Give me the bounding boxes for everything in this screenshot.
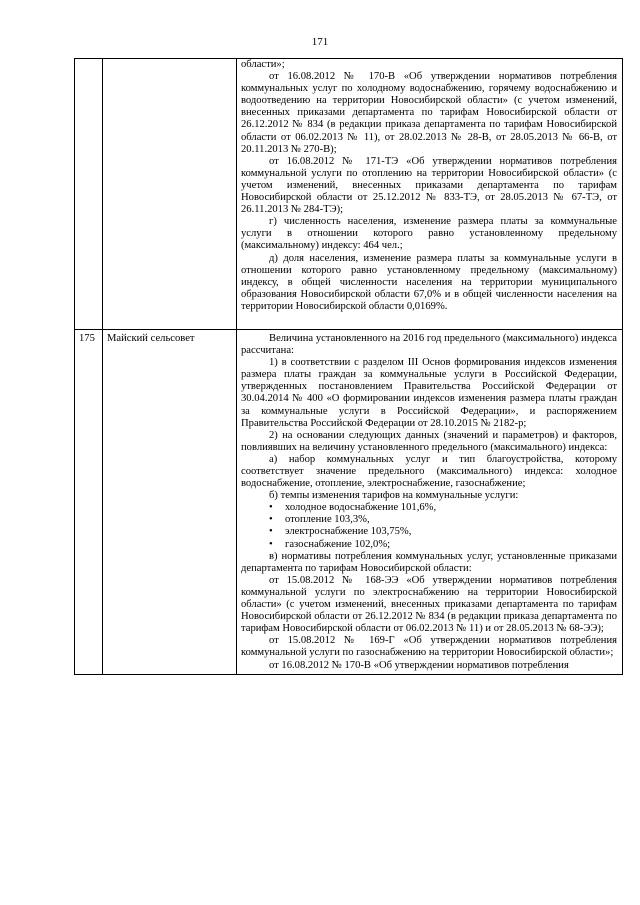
bullet-text: газоснабжение 102,0%; xyxy=(285,538,391,550)
justification-text-cell xyxy=(237,59,623,330)
paragraph: от 16.08.2012 № 171-ТЭ «Об утверждении нормативов потребления коммунальной услуги по отоплению на территории Новосибирской области» (с учетом изменений, внесенных приказами департамента по тарифам Новосибирской области от 25.12.2012 № 833-ТЭ, от 28.05.2013 № 67-ТЭ, от 26.11.2013 № 284-ТЭ); xyxy=(241,155,617,216)
bullet-text: отопление 103,3%, xyxy=(285,514,370,526)
justification-text-cell xyxy=(237,329,623,674)
paragraph: в) нормативы потребления коммунальных услуг, установленные приказами департамента по тарифам Новосибирской области: xyxy=(241,550,617,574)
bullet-icon: • xyxy=(269,538,273,550)
paragraph: г) численность населения, изменение размера платы за коммунальные услуги в отношении которого равно установленному предельному (максимальному) индексу: 464 чел.; xyxy=(241,216,617,252)
row-number xyxy=(75,59,102,62)
document-table xyxy=(74,58,623,675)
table-row xyxy=(75,329,623,674)
paragraph: от 16.08.2012 № 170-В «Об утверждении нормативов потребления xyxy=(269,659,569,671)
bullet-item xyxy=(241,514,617,526)
municipality-name-cell xyxy=(103,59,237,330)
bullet-icon: • xyxy=(269,526,273,538)
paragraph: д) доля населения, изменение размера платы за коммунальные услуги в отношении которого равно установленному предельному (максимальному) индексу, в общей численности населения на территории муниципального образования Новосибирской области 67,0% и в общей численности населения на территории Новосибирской области 0,0169%. xyxy=(241,252,617,312)
row-number-cell xyxy=(75,329,103,674)
paragraph: а) набор коммунальных услуг и тип благоустройства, которому соответствует значение предельного (максимального) индекса: холодное водоснабжение, отопление, электроснабжение, газоснабжение; xyxy=(241,453,617,490)
bullet-item xyxy=(241,526,617,538)
municipality-name xyxy=(103,59,236,62)
municipality-name: Майский сельсовет xyxy=(107,332,195,344)
bullet-item xyxy=(241,502,617,514)
table-row xyxy=(75,59,623,330)
bullet-icon: • xyxy=(269,502,273,514)
bullet-text: холодное водоснабжение 101,6%, xyxy=(285,502,437,514)
paragraph: б) темпы изменения тарифов на коммунальные услуги: xyxy=(269,490,519,502)
paragraph: от 15.08.2012 № 169-Г «Об утверждении нормативов потребления коммунальной услуги по газоснабжению на территории Новосибирской области»; xyxy=(241,635,617,659)
row-number: 175 xyxy=(79,332,95,344)
municipality-name-cell xyxy=(103,329,237,674)
paragraph: от 15.08.2012 № 168-ЭЭ «Об утверждении нормативов потребления коммунальной услуги по электроснабжению на территории Новосибирской области» (с учетом изменений, внесенных приказами департамента по тарифам Новосибирской области от 26.12.2012 № 834 (в редакции приказа департамента по тарифам Новосибирской области от 06.02.2013 № 11) и от 28.05.2013 № 68-ЭЭ); xyxy=(241,574,617,635)
paragraph: 2) на основании следующих данных (значений и параметров) и факторов, повлиявших на величину установленного предельного (максимального) индекса: xyxy=(241,429,617,453)
bullet-item xyxy=(241,539,617,551)
paragraph: области»; xyxy=(241,59,285,70)
paragraph: 1) в соответствии с разделом III Основ формирования индексов изменения размера платы граждан за коммунальные услуги в Российской Федерации, утвержденных постановлением Правительства Российской Федерации от 30.04.2014 № 400 «О формировании индексов изменения размера платы граждан за коммунальные услуги в Российской Федерации», и распоряжением Правительства Российской Федерации от 28.10.2015 № 2182-р; xyxy=(241,357,617,429)
bullet-icon: • xyxy=(269,514,273,526)
row-number-cell xyxy=(75,59,103,330)
bullet-text: электроснабжение 103,75%, xyxy=(285,526,412,538)
paragraph: от 16.08.2012 № 170-В «Об утверждении нормативов потребления коммунальных услуг по холодному водоснабжению, горячему водоснабжению и водоотведению на территории Новосибирской области» (с учетом изменений, внесенных приказами департамента по тарифам Новосибирской области от 26.12.2012 № 834 (в редакции приказа департамента по тарифам Новосибирской области от 06.02.2013 № 11), от 28.02.2013 № 28-В, от 28.05.2013 № 66-В, от 20.11.2013 № 270-В); xyxy=(241,71,617,155)
paragraph: Величина установленного на 2016 год предельного (максимального) индекса рассчитана: xyxy=(241,332,617,357)
page-number: 171 xyxy=(311,36,329,48)
